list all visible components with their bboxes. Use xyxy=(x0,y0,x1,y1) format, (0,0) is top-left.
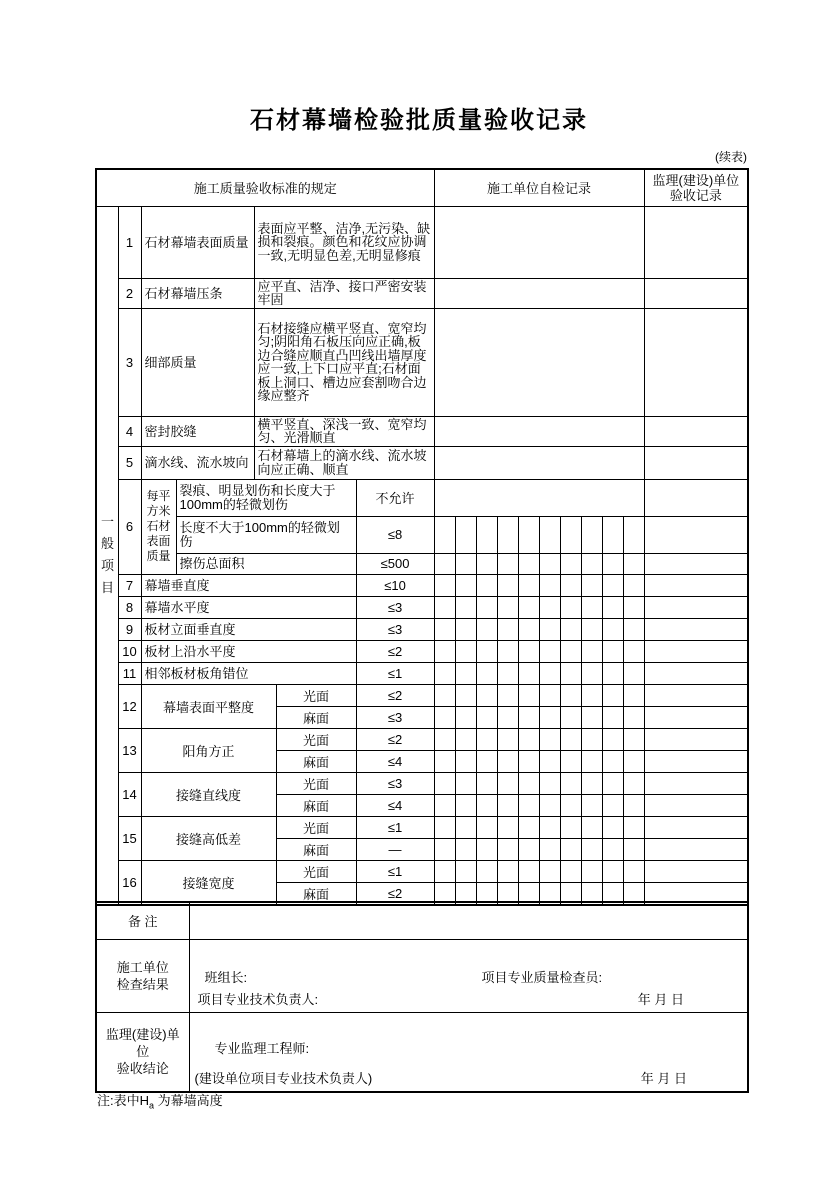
limit-cell: ≤4 xyxy=(356,750,434,772)
measure-cell xyxy=(497,816,518,838)
measure-cell xyxy=(476,516,497,553)
measure-cell xyxy=(476,750,497,772)
acceptance-record-table xyxy=(95,168,749,906)
self-check-cell xyxy=(434,479,644,516)
measure-cell xyxy=(455,596,476,618)
measure-cell xyxy=(434,640,455,662)
surface-type-cell: 麻面 xyxy=(276,838,356,860)
self-check-cell xyxy=(434,278,644,308)
measure-cell xyxy=(455,684,476,706)
measure-cell xyxy=(560,516,581,553)
measure-cell xyxy=(434,838,455,860)
measure-cell xyxy=(560,838,581,860)
supervision-record-cell xyxy=(644,794,748,816)
quality-inspector-label: 项目专业质量检查员: xyxy=(481,969,603,985)
measure-cell xyxy=(455,750,476,772)
requirement-cell: 石材接缝应横平竖直、宽窄均匀;阴阳角石板压向应正确,板边合缝应顺直凸凹线出墙厚度应一致,上下口应平直;石材面板上洞口、槽边应套割吻合边缘应整齐 xyxy=(254,308,434,416)
measure-cell xyxy=(581,618,602,640)
measure-cell xyxy=(602,618,623,640)
surface-type-cell: 光面 xyxy=(276,684,356,706)
measure-cell xyxy=(434,794,455,816)
item-name-cell: 幕墙垂直度 xyxy=(141,574,356,596)
surface-type-cell: 光面 xyxy=(276,816,356,838)
item-name-cell: 阳角方正 xyxy=(141,728,276,772)
supervision-record-cell xyxy=(644,446,748,479)
measure-cell xyxy=(434,574,455,596)
supervision-record-cell xyxy=(644,618,748,640)
item-name-cell: 细部质量 xyxy=(141,308,254,416)
measure-cell xyxy=(581,838,602,860)
measure-cell xyxy=(518,684,539,706)
measure-cell xyxy=(518,750,539,772)
measure-cell xyxy=(623,706,644,728)
self-check-cell xyxy=(434,206,644,278)
measure-cell xyxy=(623,772,644,794)
supervision-record-cell xyxy=(644,860,748,882)
measure-cell xyxy=(539,794,560,816)
measure-cell xyxy=(455,772,476,794)
measure-cell xyxy=(539,706,560,728)
measure-cell xyxy=(476,706,497,728)
measure-cell xyxy=(497,728,518,750)
measure-cell xyxy=(518,728,539,750)
page-title: 石材幕墙检验批质量验收记录 xyxy=(250,107,588,134)
supervision-record-cell xyxy=(644,728,748,750)
item-name-cell: 幕墙水平度 xyxy=(141,596,356,618)
measure-cell xyxy=(581,816,602,838)
row-number-cell: 3 xyxy=(118,308,141,416)
measure-cell xyxy=(539,640,560,662)
limit-cell: ≤2 xyxy=(356,684,434,706)
supervision-record-cell xyxy=(644,750,748,772)
measure-cell xyxy=(434,706,455,728)
row-number-cell: 5 xyxy=(118,446,141,479)
measure-cell xyxy=(476,596,497,618)
measure-cell xyxy=(476,860,497,882)
limit-cell: ≤10 xyxy=(356,574,434,596)
requirement-cell: 长度不大于100mm的轻微划伤 xyxy=(176,516,356,553)
measure-cell xyxy=(539,860,560,882)
limit-cell: ≤4 xyxy=(356,794,434,816)
measure-cell xyxy=(581,662,602,684)
measure-cell xyxy=(539,574,560,596)
measure-cell xyxy=(455,574,476,596)
supervision-record-cell xyxy=(644,838,748,860)
measure-cell xyxy=(434,662,455,684)
row-number-cell: 7 xyxy=(118,574,141,596)
measure-cell xyxy=(476,772,497,794)
limit-cell: ≤3 xyxy=(356,618,434,640)
limit-cell: ≤500 xyxy=(356,553,434,574)
item-name-cell: 板材立面垂直度 xyxy=(141,618,356,640)
supervision-record-cell xyxy=(644,516,748,553)
measure-cell xyxy=(455,838,476,860)
measure-cell xyxy=(560,750,581,772)
limit-cell: ≤2 xyxy=(356,728,434,750)
limit-cell: ≤1 xyxy=(356,816,434,838)
measure-cell xyxy=(581,728,602,750)
measure-cell xyxy=(581,553,602,574)
measure-cell xyxy=(476,684,497,706)
measure-cell xyxy=(455,728,476,750)
measure-cell xyxy=(539,728,560,750)
footnote xyxy=(97,1090,223,1111)
construction-check-label-line2: 检查结果 xyxy=(116,976,169,992)
measure-cell xyxy=(623,640,644,662)
date-field: 年 月 日 xyxy=(640,1070,687,1086)
measure-cell xyxy=(434,728,455,750)
row-number-cell: 14 xyxy=(118,772,141,816)
measure-cell xyxy=(476,618,497,640)
footnote-suffix: 为幕墙高度 xyxy=(154,1093,223,1108)
supervision-record-cell xyxy=(644,640,748,662)
row-number-cell: 4 xyxy=(118,416,141,446)
measure-cell xyxy=(602,706,623,728)
measure-cell xyxy=(560,772,581,794)
measure-cell xyxy=(518,706,539,728)
measure-cell xyxy=(476,816,497,838)
supervision-record-cell xyxy=(644,206,748,278)
limit-cell: ≤3 xyxy=(356,772,434,794)
measure-cell xyxy=(476,728,497,750)
measure-cell xyxy=(518,574,539,596)
supervision-record-cell xyxy=(644,684,748,706)
surface-type-cell: 麻面 xyxy=(276,750,356,772)
measure-cell xyxy=(497,772,518,794)
measure-cell xyxy=(455,553,476,574)
measure-cell xyxy=(497,596,518,618)
item-name-cell: 接缝宽度 xyxy=(141,860,276,905)
measure-cell xyxy=(581,860,602,882)
measure-cell xyxy=(602,662,623,684)
surface-type-cell: 麻面 xyxy=(276,706,356,728)
remarks-label: 备 注 xyxy=(96,902,189,939)
measure-cell xyxy=(623,750,644,772)
supervision-record-cell xyxy=(644,706,748,728)
measure-cell xyxy=(623,838,644,860)
measure-cell xyxy=(476,574,497,596)
measure-cell xyxy=(455,516,476,553)
row-number-cell: 12 xyxy=(118,684,141,728)
measure-cell xyxy=(623,662,644,684)
item-group-label-cell xyxy=(141,479,176,574)
measure-cell xyxy=(602,750,623,772)
measure-cell xyxy=(434,750,455,772)
limit-cell: ≤8 xyxy=(356,516,434,553)
measure-cell xyxy=(539,816,560,838)
measure-cell xyxy=(434,596,455,618)
measure-cell xyxy=(623,684,644,706)
supervision-record-cell xyxy=(644,596,748,618)
measure-cell xyxy=(602,838,623,860)
header-supervision xyxy=(644,169,748,206)
measure-cell xyxy=(497,838,518,860)
measure-cell xyxy=(518,772,539,794)
measure-cell xyxy=(560,816,581,838)
supervision-conclusion-content xyxy=(189,1012,748,1092)
measure-cell xyxy=(497,860,518,882)
row-number-cell: 8 xyxy=(118,596,141,618)
measure-cell xyxy=(560,728,581,750)
supervision-record-cell xyxy=(644,479,748,516)
measure-cell xyxy=(497,750,518,772)
measure-cell xyxy=(560,662,581,684)
measure-cell xyxy=(602,860,623,882)
self-check-cell xyxy=(434,308,644,416)
measure-cell xyxy=(455,640,476,662)
measure-cell xyxy=(455,618,476,640)
measure-cell xyxy=(560,860,581,882)
section-label-text: 一般项目 xyxy=(100,514,114,595)
measure-cell xyxy=(623,618,644,640)
limit-cell: ≤3 xyxy=(356,596,434,618)
limit-cell: — xyxy=(356,838,434,860)
measure-cell xyxy=(602,816,623,838)
section-label-general-items xyxy=(96,206,118,905)
self-check-cell xyxy=(434,446,644,479)
item-group-label-text: 每平方米石材表面质量 xyxy=(146,489,171,563)
surface-type-cell: 麻面 xyxy=(276,794,356,816)
measure-cell xyxy=(497,516,518,553)
measure-cell xyxy=(539,662,560,684)
row-number-cell: 6 xyxy=(118,479,141,574)
item-name-cell: 相邻板材板角错位 xyxy=(141,662,356,684)
measure-cell xyxy=(518,596,539,618)
measure-cell xyxy=(434,553,455,574)
measure-cell xyxy=(476,662,497,684)
measure-cell xyxy=(518,553,539,574)
supervision-record-cell xyxy=(644,278,748,308)
team-leader-label: 班组长: xyxy=(204,969,248,985)
surface-type-cell: 麻面 xyxy=(276,882,356,905)
supervision-record-cell xyxy=(644,772,748,794)
measure-cell xyxy=(602,516,623,553)
row-number-cell: 2 xyxy=(118,278,141,308)
measure-cell xyxy=(623,728,644,750)
measure-cell xyxy=(518,838,539,860)
measure-cell xyxy=(434,860,455,882)
requirement-cell: 横平竖直、深浅一致、宽窄均匀、光滑顺直 xyxy=(254,416,434,446)
measure-cell xyxy=(434,816,455,838)
construction-check-label xyxy=(96,939,189,1012)
limit-cell: ≤1 xyxy=(356,662,434,684)
item-name-cell: 石材幕墙压条 xyxy=(141,278,254,308)
signature-section-table xyxy=(95,901,749,1093)
supervision-record-cell xyxy=(644,662,748,684)
measure-cell xyxy=(497,794,518,816)
measure-cell xyxy=(455,706,476,728)
measure-cell xyxy=(623,574,644,596)
requirement-cell: 裂痕、明显划伤和长度大于100mm的轻微划伤 xyxy=(176,479,356,516)
row-number-cell: 11 xyxy=(118,662,141,684)
surface-type-cell: 光面 xyxy=(276,772,356,794)
measure-cell xyxy=(518,860,539,882)
measure-cell xyxy=(602,728,623,750)
construction-check-content xyxy=(189,939,748,1012)
measure-cell xyxy=(539,750,560,772)
row-number-cell: 9 xyxy=(118,618,141,640)
remarks-content-cell xyxy=(189,902,748,939)
measure-cell xyxy=(602,794,623,816)
supervision-conclusion-label-line2: 验收结论 xyxy=(116,1061,169,1076)
supervision-record-cell xyxy=(644,308,748,416)
measure-cell xyxy=(476,838,497,860)
supervision-record-cell xyxy=(644,816,748,838)
limit-cell: ≤2 xyxy=(356,882,434,905)
measure-cell xyxy=(518,618,539,640)
measure-cell xyxy=(455,860,476,882)
measure-cell xyxy=(623,860,644,882)
supervision-engineer-label: 专业监理工程师: xyxy=(214,1040,310,1056)
measure-cell xyxy=(560,574,581,596)
item-name-cell: 石材幕墙表面质量 xyxy=(141,206,254,278)
requirement-cell: 擦伤总面积 xyxy=(176,553,356,574)
measure-cell xyxy=(602,640,623,662)
limit-cell: ≤1 xyxy=(356,860,434,882)
measure-cell xyxy=(539,684,560,706)
supervision-record-cell xyxy=(644,416,748,446)
measure-cell xyxy=(581,596,602,618)
limit-cell: ≤2 xyxy=(356,640,434,662)
measure-cell xyxy=(518,516,539,553)
measure-cell xyxy=(560,684,581,706)
measure-cell xyxy=(539,618,560,640)
measure-cell xyxy=(455,662,476,684)
measure-cell xyxy=(623,816,644,838)
measure-cell xyxy=(560,640,581,662)
surface-type-cell: 光面 xyxy=(276,860,356,882)
footnote-subscript: a xyxy=(149,1100,155,1111)
measure-cell xyxy=(455,794,476,816)
supervision-record-cell xyxy=(644,574,748,596)
measure-cell xyxy=(497,618,518,640)
measure-cell xyxy=(539,772,560,794)
footnote-prefix: 注:表中H xyxy=(97,1093,150,1108)
item-name-cell: 密封胶缝 xyxy=(141,416,254,446)
row-number-cell: 10 xyxy=(118,640,141,662)
construction-check-label-line1: 施工单位 xyxy=(116,959,169,975)
header-standard: 施工质量验收标准的规定 xyxy=(96,169,434,206)
measure-cell xyxy=(434,618,455,640)
measure-cell xyxy=(581,750,602,772)
measure-cell xyxy=(497,553,518,574)
measure-cell xyxy=(497,640,518,662)
continued-table-label: (续表) xyxy=(715,150,747,164)
measure-cell xyxy=(581,706,602,728)
measure-cell xyxy=(560,618,581,640)
measure-cell xyxy=(539,596,560,618)
tech-director-label: 项目专业技术负责人: xyxy=(197,991,319,1007)
measure-cell xyxy=(623,553,644,574)
header-supervision-line2: 验收记录 xyxy=(669,187,722,203)
supervision-record-cell xyxy=(644,553,748,574)
measure-cell xyxy=(560,706,581,728)
measure-cell xyxy=(602,684,623,706)
measure-cell xyxy=(623,794,644,816)
header-supervision-line1: 监理(建设)单位 xyxy=(652,172,740,188)
measure-cell xyxy=(455,816,476,838)
measure-cell xyxy=(581,794,602,816)
measure-cell xyxy=(560,794,581,816)
measure-cell xyxy=(560,553,581,574)
requirement-cell: 石材幕墙上的滴水线、流水坡向应正确、顺直 xyxy=(254,446,434,479)
limit-cell: ≤3 xyxy=(356,706,434,728)
date-field: 年 月 日 xyxy=(637,991,684,1007)
owner-representative-label: (建设单位项目专业技术负责人) xyxy=(194,1070,373,1086)
item-name-cell: 板材上沿水平度 xyxy=(141,640,356,662)
measure-cell xyxy=(581,772,602,794)
item-name-cell: 幕墙表面平整度 xyxy=(141,684,276,728)
measure-cell xyxy=(602,596,623,618)
measure-cell xyxy=(434,516,455,553)
item-name-cell: 接缝直线度 xyxy=(141,772,276,816)
item-name-cell: 接缝高低差 xyxy=(141,816,276,860)
row-number-cell: 1 xyxy=(118,206,141,278)
row-number-cell: 16 xyxy=(118,860,141,905)
measure-cell xyxy=(581,640,602,662)
measure-cell xyxy=(518,640,539,662)
measure-cell xyxy=(476,794,497,816)
measure-cell xyxy=(434,684,455,706)
measure-cell xyxy=(623,516,644,553)
measure-cell xyxy=(497,684,518,706)
surface-type-cell: 光面 xyxy=(276,728,356,750)
measure-cell xyxy=(602,574,623,596)
measure-cell xyxy=(476,640,497,662)
requirement-cell: 表面应平整、洁净,无污染、缺损和裂痕。颜色和花纹应协调一致,无明显色差,无明显修痕 xyxy=(254,206,434,278)
measure-cell xyxy=(602,553,623,574)
measure-cell xyxy=(581,516,602,553)
measure-cell xyxy=(581,574,602,596)
measure-cell xyxy=(518,816,539,838)
measure-cell xyxy=(497,706,518,728)
measure-cell xyxy=(581,684,602,706)
header-self-check: 施工单位自检记录 xyxy=(434,169,644,206)
supervision-conclusion-label-line1: 监理(建设)单位 xyxy=(105,1027,180,1059)
measure-cell xyxy=(518,662,539,684)
measure-cell xyxy=(602,772,623,794)
measure-cell xyxy=(560,596,581,618)
measure-cell xyxy=(434,772,455,794)
measure-cell xyxy=(497,662,518,684)
requirement-cell: 应平直、洁净、接口严密安装牢固 xyxy=(254,278,434,308)
measure-cell xyxy=(476,553,497,574)
measure-cell xyxy=(518,794,539,816)
row-number-cell: 15 xyxy=(118,816,141,860)
row-number-cell: 13 xyxy=(118,728,141,772)
item-name-cell: 滴水线、流水坡向 xyxy=(141,446,254,479)
measure-cell xyxy=(539,553,560,574)
measure-cell xyxy=(623,596,644,618)
self-check-cell xyxy=(434,416,644,446)
limit-cell: 不允许 xyxy=(356,479,434,516)
measure-cell xyxy=(539,838,560,860)
supervision-conclusion-label xyxy=(96,1012,189,1092)
measure-cell xyxy=(497,574,518,596)
measure-cell xyxy=(539,516,560,553)
